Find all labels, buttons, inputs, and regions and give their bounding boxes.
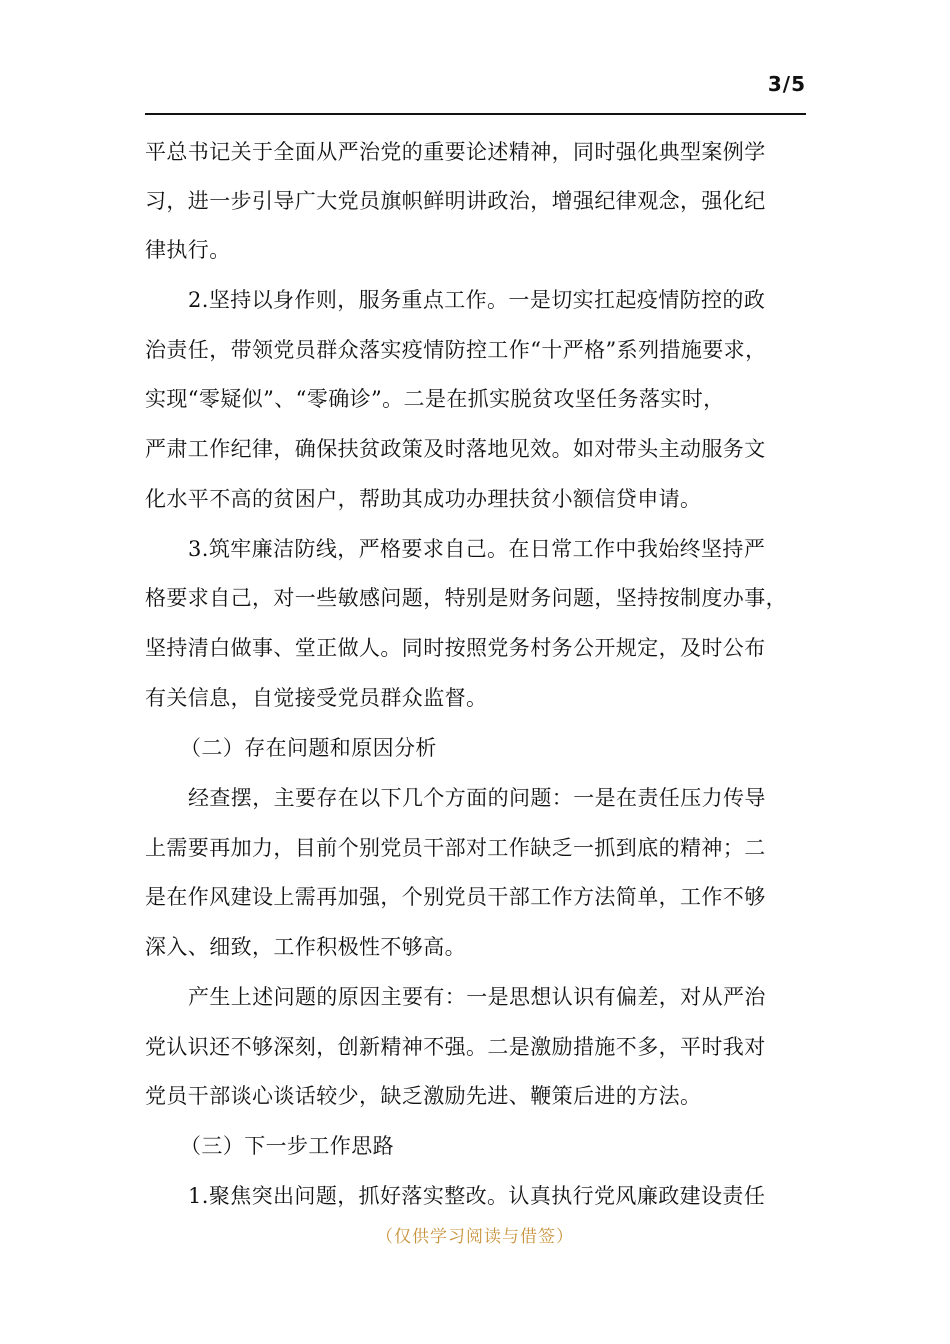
- body-line: 化水平不高的贫困户，帮助其成功办理扶贫小额信贷申请。: [145, 487, 702, 511]
- body-line: 严肃工作纪律，确保扶贫政策及时落地见效。如对带头主动服务文: [145, 437, 766, 461]
- body-line: 是在作风建设上需再加强，个别党员干部工作方法简单，工作不够: [145, 885, 766, 909]
- paragraph-first-line: 2.坚持以身作则，服务重点工作。一是切实扛起疫情防控的政: [188, 288, 766, 312]
- body-line: 党认识还不够深刻，创新精神不强。二是激励措施不多，平时我对: [145, 1035, 766, 1059]
- paragraph-first-line: 产生上述问题的原因主要有：一是思想认识有偏差，对从严治: [188, 985, 766, 1009]
- header-divider: [145, 113, 806, 115]
- paragraph-first-line: 1.聚焦突出问题，抓好落实整改。认真执行党风廉政建设责任: [188, 1184, 766, 1208]
- body-line: 实现“零疑似”、“零确诊”。二是在抓实脱贫攻坚任务落实时，: [145, 387, 725, 411]
- paragraph-first-line: 经查摆，主要存在以下几个方面的问题：一是在责任压力传导: [188, 786, 766, 810]
- body-line: 党员干部谈心谈话较少，缺乏激励先进、鞭策后进的方法。: [145, 1084, 702, 1108]
- body-line: 律执行。: [145, 238, 231, 262]
- body-line: 有关信息，自觉接受党员群众监督。: [145, 686, 488, 710]
- body-line: 治责任，带领党员群众落实疫情防控工作“十严格”系列措施要求，: [145, 338, 767, 362]
- page-number: 3/5: [767, 72, 806, 96]
- body-line: 格要求自己，对一些敏感问题，特别是财务问题，坚持按制度办事，: [145, 586, 787, 610]
- body-line: 平总书记关于全面从严治党的重要论述精神，同时强化典型案例学: [145, 140, 766, 164]
- body-line: 深入、细致，工作积极性不够高。: [145, 935, 466, 959]
- section-heading: （三）下一步工作思路: [180, 1134, 394, 1158]
- body-line: 坚持清白做事、堂正做人。同时按照党务村务公开规定，及时公布: [145, 636, 766, 660]
- body-line: 习，进一步引导广大党员旗帜鲜明讲政治，增强纪律观念，强化纪: [145, 189, 766, 213]
- body-line: 上需要再加力，目前个别党员干部对工作缺乏一抓到底的精神；二: [145, 836, 766, 860]
- footer-note: （仅供学习阅读与借签）: [376, 1227, 574, 1247]
- section-heading: （二）存在问题和原因分析: [180, 736, 437, 760]
- paragraph-first-line: 3.筑牢廉洁防线，严格要求自己。在日常工作中我始终坚持严: [188, 537, 766, 561]
